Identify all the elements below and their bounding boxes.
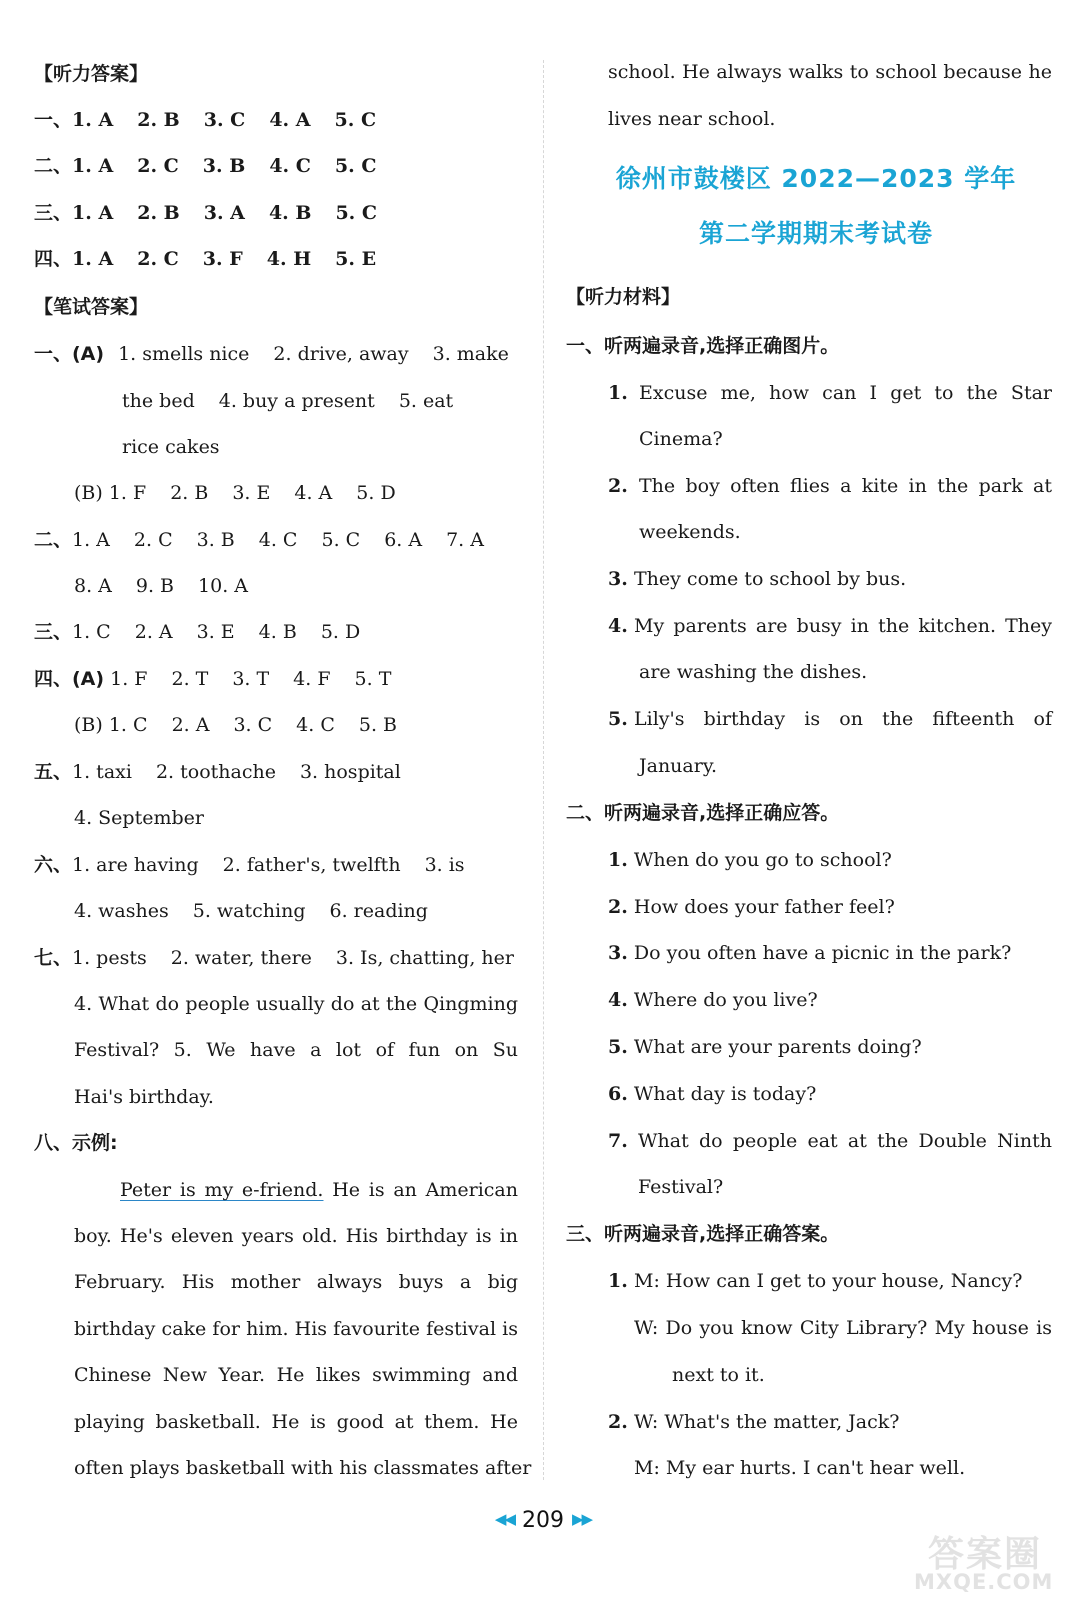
- listening-materials-heading: 【听力材料】: [566, 286, 681, 308]
- written-4b-line: (B) 1. C 2. A 3. C 4. C 5. B: [74, 714, 398, 736]
- listening-answers-heading: 【听力答案】: [34, 63, 149, 85]
- s2-item-4: 4. Where do you live?: [608, 989, 818, 1011]
- section-3-heading: 三、听两遍录音,选择正确答案。: [566, 1223, 840, 1245]
- s2-item-5: 5. What are your parents doing?: [608, 1036, 922, 1058]
- s1-item-5-line-2: January.: [639, 755, 718, 777]
- next-page-arrows-icon: ▶▶: [572, 1510, 592, 1528]
- s3-dialog-2-m: M: My ear hurts. I can't hear well.: [634, 1457, 966, 1479]
- s3-dialog-1-m: M: How can I get to your house, Nancy?: [634, 1270, 1023, 1292]
- essay-line-7: often plays basketball with his classmates after: [74, 1457, 532, 1479]
- written-7-line-2: 4. What do people usually do at the Qingming: [74, 993, 518, 1015]
- written-1b-line: (B) 1. F 2. B 3. E 4. A 5. D: [74, 482, 396, 504]
- essay-line-5: Chinese New Year. He likes swimming and: [74, 1364, 518, 1386]
- s3-dialog-1-w-line-1: W: Do you know City Library? My house is: [634, 1317, 1052, 1339]
- written-6-line-2: 4. washes 5. watching 6. reading: [74, 900, 428, 922]
- essay-line-1: Peter is my e-friend. He is an American: [120, 1179, 518, 1201]
- written-5-line-1: 五、1. taxi 2. toothache 3. hospital: [34, 761, 401, 783]
- written-1a-line-3: rice cakes: [122, 436, 220, 458]
- s3-dialog-2-number: 2.: [608, 1411, 628, 1433]
- s1-item-5-line-1: Lily's birthday is on the fifteenth of: [634, 708, 1052, 730]
- written-answers-heading: 【笔试答案】: [34, 296, 149, 318]
- s2-item-3: 3. Do you often have a picnic in the park?: [608, 942, 1012, 964]
- s2-item-2: 2. How does your father feel?: [608, 896, 895, 918]
- written-6-line-1: 六、1. are having 2. father's, twelfth 3. is: [34, 854, 465, 876]
- listening-answer-row-3: 三、1. A 2. B 3. A 4. B 5. C: [34, 202, 378, 224]
- written-8-heading: 八、示例:: [34, 1132, 118, 1154]
- s1-item-4-number: 4.: [608, 615, 628, 637]
- s1-item-1-line-1: Excuse me, how can I get to the Star: [639, 382, 1052, 404]
- essay-line-4: birthday cake for him. His favourite festival is: [74, 1318, 518, 1340]
- s1-item-1-number: 1.: [608, 382, 628, 404]
- s1-item-4-line-2: are washing the dishes.: [639, 661, 868, 683]
- s1-item-4-line-1: My parents are busy in the kitchen. They: [634, 615, 1052, 637]
- s3-dialog-1-w-line-2: next to it.: [672, 1364, 765, 1386]
- prev-page-arrows-icon: ◀◀: [494, 1510, 514, 1528]
- essay-line-2: boy. He's eleven years old. His birthday is in: [74, 1225, 518, 1247]
- s1-item-3-number: 3.: [608, 568, 628, 590]
- column-divider: [543, 60, 544, 1480]
- listening-answer-row-1: 一、1. A 2. B 3. C 4. A 5. C: [34, 109, 377, 131]
- exam-title-line-1: 徐州市鼓楼区 2022—2023 学年: [615, 164, 1017, 193]
- written-5-line-2: 4. September: [74, 807, 204, 829]
- written-1a-line-2: the bed 4. buy a present 5. eat: [122, 390, 454, 412]
- section-2-heading: 二、听两遍录音,选择正确应答。: [566, 802, 840, 824]
- written-7-line-1: 七、1. pests 2. water, there 3. Is, chatting, her: [34, 947, 514, 969]
- s3-dialog-2-w: W: What's the matter, Jack?: [634, 1411, 900, 1433]
- essay-line-6: playing basketball. He is good at them. He: [74, 1411, 518, 1433]
- essay-continuation-line-2: lives near school.: [608, 108, 776, 130]
- section-1-heading: 一、听两遍录音,选择正确图片。: [566, 335, 840, 357]
- written-2-line-2: 8. A 9. B 10. A: [74, 575, 249, 597]
- s2-item-7-number: 7.: [608, 1130, 628, 1152]
- s2-item-6: 6. What day is today?: [608, 1083, 817, 1105]
- essay-line-3: February. His mother always buys a big: [74, 1271, 518, 1293]
- written-2-line-1: 二、1. A 2. C 3. B 4. C 5. C 6. A 7. A: [34, 529, 484, 551]
- watermark-logo: 答案圈 MXQE.COM: [914, 1534, 1054, 1594]
- essay-continuation-line-1: school. He always walks to school because he: [608, 61, 1052, 83]
- page-number: 209: [522, 1508, 564, 1533]
- essay-underlined-phrase: Peter is my e-friend.: [120, 1179, 324, 1201]
- s2-item-1: 1. When do you go to school?: [608, 849, 892, 871]
- listening-answer-row-4: 四、1. A 2. C 3. F 4. H 5. E: [34, 248, 377, 270]
- s1-item-2-line-2: weekends.: [639, 521, 741, 543]
- listening-answer-row-2: 二、1. A 2. C 3. B 4. C 5. C: [34, 155, 377, 177]
- s2-item-7-line-2: Festival?: [638, 1176, 724, 1198]
- s1-item-1-line-2: Cinema?: [639, 428, 723, 450]
- s2-item-7-line-1: What do people eat at the Double Ninth: [638, 1130, 1052, 1152]
- written-4a-line: 四、(A) 1. F 2. T 3. T 4. F 5. T: [34, 668, 392, 690]
- s3-dialog-1-number: 1.: [608, 1270, 628, 1292]
- written-7-line-4: Hai's birthday.: [74, 1086, 214, 1108]
- s1-item-2-number: 2.: [608, 475, 628, 497]
- s1-item-5-number: 5.: [608, 708, 628, 730]
- written-3-line: 三、1. C 2. A 3. E 4. B 5. D: [34, 621, 361, 643]
- s1-item-3-line-1: They come to school by bus.: [634, 568, 907, 590]
- exam-title-line-2: 第二学期期末考试卷: [698, 219, 933, 248]
- s1-item-2-line-1: The boy often flies a kite in the park at: [639, 475, 1052, 497]
- written-7-line-3: Festival? 5. We have a lot of fun on Su: [74, 1039, 518, 1061]
- written-1a-line-1: 一、(A) 1. smells nice 2. drive, away 3. make: [34, 343, 509, 365]
